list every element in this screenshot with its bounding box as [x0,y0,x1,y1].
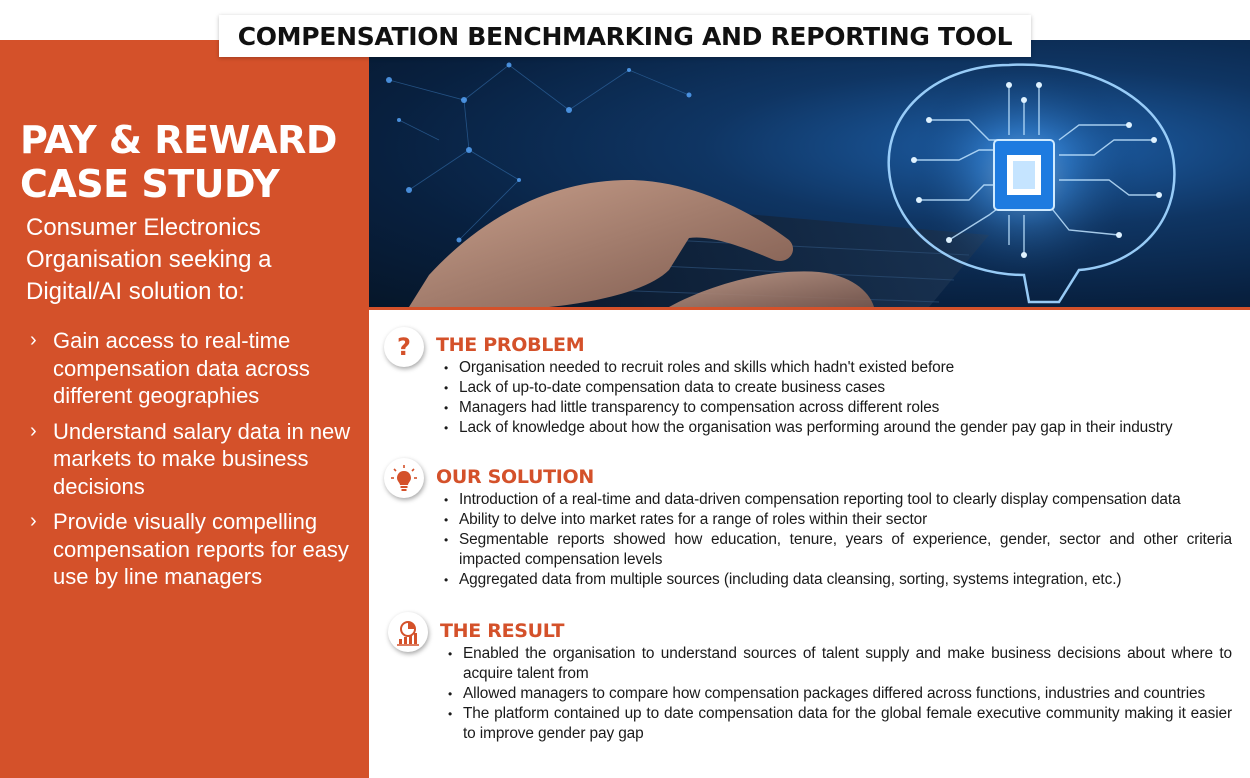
list-item [30,418,360,501]
goal-text: Gain access to real-time compensation data across different geographies [53,328,310,408]
solution-list [444,490,1232,590]
hero-image [369,40,1250,307]
goals-list [30,327,360,599]
list-item: • Managers had little transparency to compensation across different roles [444,398,1232,418]
lightbulb-icon [384,458,424,498]
chevron-right-icon: › [30,329,37,351]
list-item: • The platform contained up to date compensation data for the global female executive community making it easier to improve gender pay gap [448,704,1232,744]
page-title: COMPENSATION BENCHMARKING AND REPORTING TOOL [219,15,1031,57]
problem-heading: THE PROBLEM [436,334,585,356]
case-study-title-line2: CASE STUDY [20,162,280,206]
svg-text:?: ? [397,333,411,361]
case-study-intro: Consumer Electronics Organisation seeking a Digital/AI solution to: [26,214,272,305]
orange-divider [369,307,1250,310]
question-mark-icon [384,327,424,367]
list-item: • Organisation needed to recruit roles and skills which hadn't existed before [444,358,1232,378]
circuit-brain-icon [369,40,1250,307]
problem-list [444,358,1232,438]
chevron-right-icon: › [30,510,37,532]
solution-heading: OUR SOLUTION [436,466,595,488]
list-item: • Introduction of a real-time and data-driven compensation reporting tool to clearly display compensation data [444,490,1232,510]
list-item: • Enabled the organisation to understand sources of talent supply and make business decisions about where to acquire talent from [448,644,1232,684]
case-study-title [20,118,365,206]
case-study-panel [0,40,369,778]
chevron-right-icon: › [30,419,37,442]
list-item [30,327,360,410]
list-item: • Aggregated data from multiple sources (including data cleansing, sorting, systems integration, etc.) [444,570,1232,590]
list-item: • Segmentable reports showed how education, tenure, years of experience, gender, sector and other criteria impacted compensation levels [444,530,1232,570]
list-item: • Ability to delve into market rates for a range of roles within their sector [444,510,1232,530]
goal-text: Understand salary data in new markets to make business decisions [53,418,351,499]
goal-text: Provide visually compelling compensation reports for easy use by line managers [53,509,349,589]
list-item [30,508,360,591]
result-list [448,644,1232,744]
case-study-title-line1: PAY & REWARD [20,118,337,162]
list-item: • Allowed managers to compare how compensation packages differed across functions, industries and countries [448,684,1232,704]
list-item: • Lack of up-to-date compensation data to create business cases [444,378,1232,398]
growth-chart-icon [388,612,428,652]
list-item: • Lack of knowledge about how the organisation was performing around the gender pay gap in their industry [444,418,1232,438]
result-heading: THE RESULT [440,620,565,642]
